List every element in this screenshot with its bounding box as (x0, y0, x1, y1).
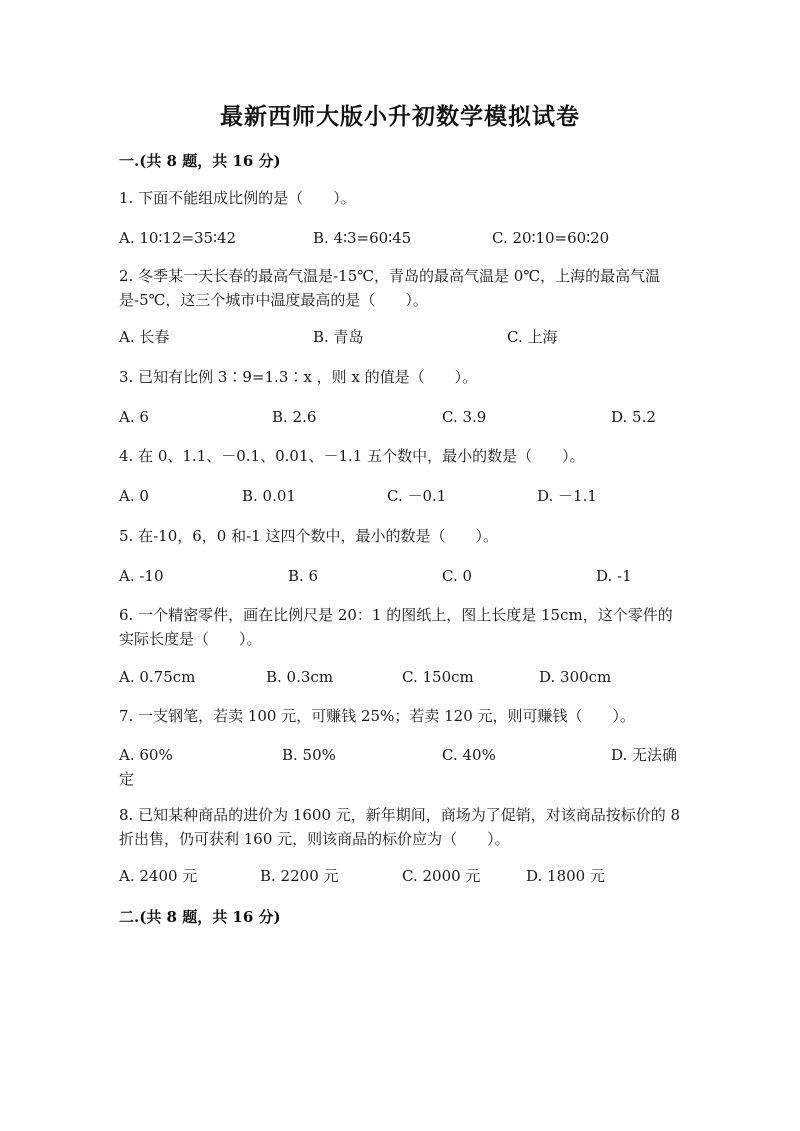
question-5-option-c[interactable]: C. 0 (442, 567, 473, 585)
question-4-stem: 4. 在 0、1.1、－0.1、0.01、－1.1 五个数中，最小的数是（ ）。 (119, 447, 585, 465)
question-7-option-d[interactable]: D. 无法确定 (119, 746, 678, 788)
question-3-option-b[interactable]: B. 2.6 (272, 408, 317, 426)
question-3-options (119, 405, 681, 429)
question-4-options (119, 484, 681, 508)
question-5-option-b[interactable]: B. 6 (288, 567, 319, 585)
question-8-options (119, 864, 681, 888)
question-6-stem: 6. 一个精密零件，画在比例尺是 20：1 的图纸上，图上长度是 15cm，这个零件的实际长度是（ ）。 (119, 606, 673, 648)
question-8-option-a[interactable]: A. 2400 元 (119, 867, 198, 885)
question-8-option-b[interactable]: B. 2200 元 (260, 867, 339, 885)
section-heading-1: 一.(共 8 题，共 16 分) (119, 152, 281, 170)
question-2-option-a[interactable]: A. 长春 (119, 328, 170, 346)
question-7-option-a[interactable]: A. 60% (119, 746, 173, 764)
question-7-option-c[interactable]: C. 40% (442, 746, 496, 764)
question-6-options (119, 665, 681, 689)
page-title: 最新西师大版小升初数学模拟试卷 (220, 103, 580, 130)
question-7-stem: 7. 一支钢笔，若卖 100 元，可赚钱 25%；若卖 120 元，则可赚钱（ ）。 (119, 707, 636, 725)
question-6-option-c[interactable]: C. 150cm (402, 668, 474, 686)
question-1-options (119, 226, 681, 250)
question-5-option-a[interactable]: A. -10 (119, 567, 164, 585)
question-6-option-b[interactable]: B. 0.3cm (266, 668, 334, 686)
question-4-option-d[interactable]: D. －1.1 (537, 487, 597, 505)
question-2-options (119, 325, 681, 349)
question-5-option-d[interactable]: D. -1 (596, 567, 632, 585)
question-1-option-b[interactable]: B. 4∶3=60∶45 (313, 229, 412, 247)
question-2-stem: 2. 冬季某一天长春的最高气温是-15℃，青岛的最高气温是 0℃，上海的最高气温是-5℃，这三个城市中温度最高的是（ ）。 (119, 267, 661, 309)
question-3-option-c[interactable]: C. 3.9 (442, 408, 487, 426)
question-4-option-b[interactable]: B. 0.01 (242, 487, 296, 505)
question-6-option-d[interactable]: D. 300cm (539, 668, 612, 686)
question-2-option-b[interactable]: B. 青岛 (313, 328, 364, 346)
question-4-option-c[interactable]: C. －0.1 (387, 487, 447, 505)
question-8-stem: 8. 已知某种商品的进价为 1600 元，新年期间，商场为了促销，对该商品按标价的 8 折出售，仍可获利 160 元，则该商品的标价应为（ ）。 (119, 806, 681, 848)
question-3-stem: 3. 已知有比例 3∶9=1.3∶x ，则 x 的值是（ ）。 (119, 368, 478, 386)
question-3-option-d[interactable]: D. 5.2 (611, 408, 656, 426)
question-8-option-c[interactable]: C. 2000 元 (402, 867, 481, 885)
question-1-option-a[interactable]: A. 10∶12=35∶42 (119, 229, 237, 247)
question-6-option-a[interactable]: A. 0.75cm (119, 668, 196, 686)
question-7-option-b[interactable]: B. 50% (282, 746, 336, 764)
question-4-option-a[interactable]: A. 0 (119, 487, 149, 505)
question-1-option-c[interactable]: C. 20∶10=60∶20 (492, 229, 610, 247)
question-2-option-c[interactable]: C. 上海 (507, 328, 558, 346)
question-3-option-a[interactable]: A. 6 (119, 408, 149, 426)
section-heading-2: 二.(共 8 题，共 16 分) (119, 908, 281, 926)
question-1-stem: 1. 下面不能组成比例的是（ ）。 (119, 189, 356, 207)
question-5-stem: 5. 在-10，6，0 和-1 这四个数中，最小的数是（ ）。 (119, 527, 498, 545)
question-5-options (119, 564, 681, 588)
question-8-option-d[interactable]: D. 1800 元 (526, 867, 605, 885)
